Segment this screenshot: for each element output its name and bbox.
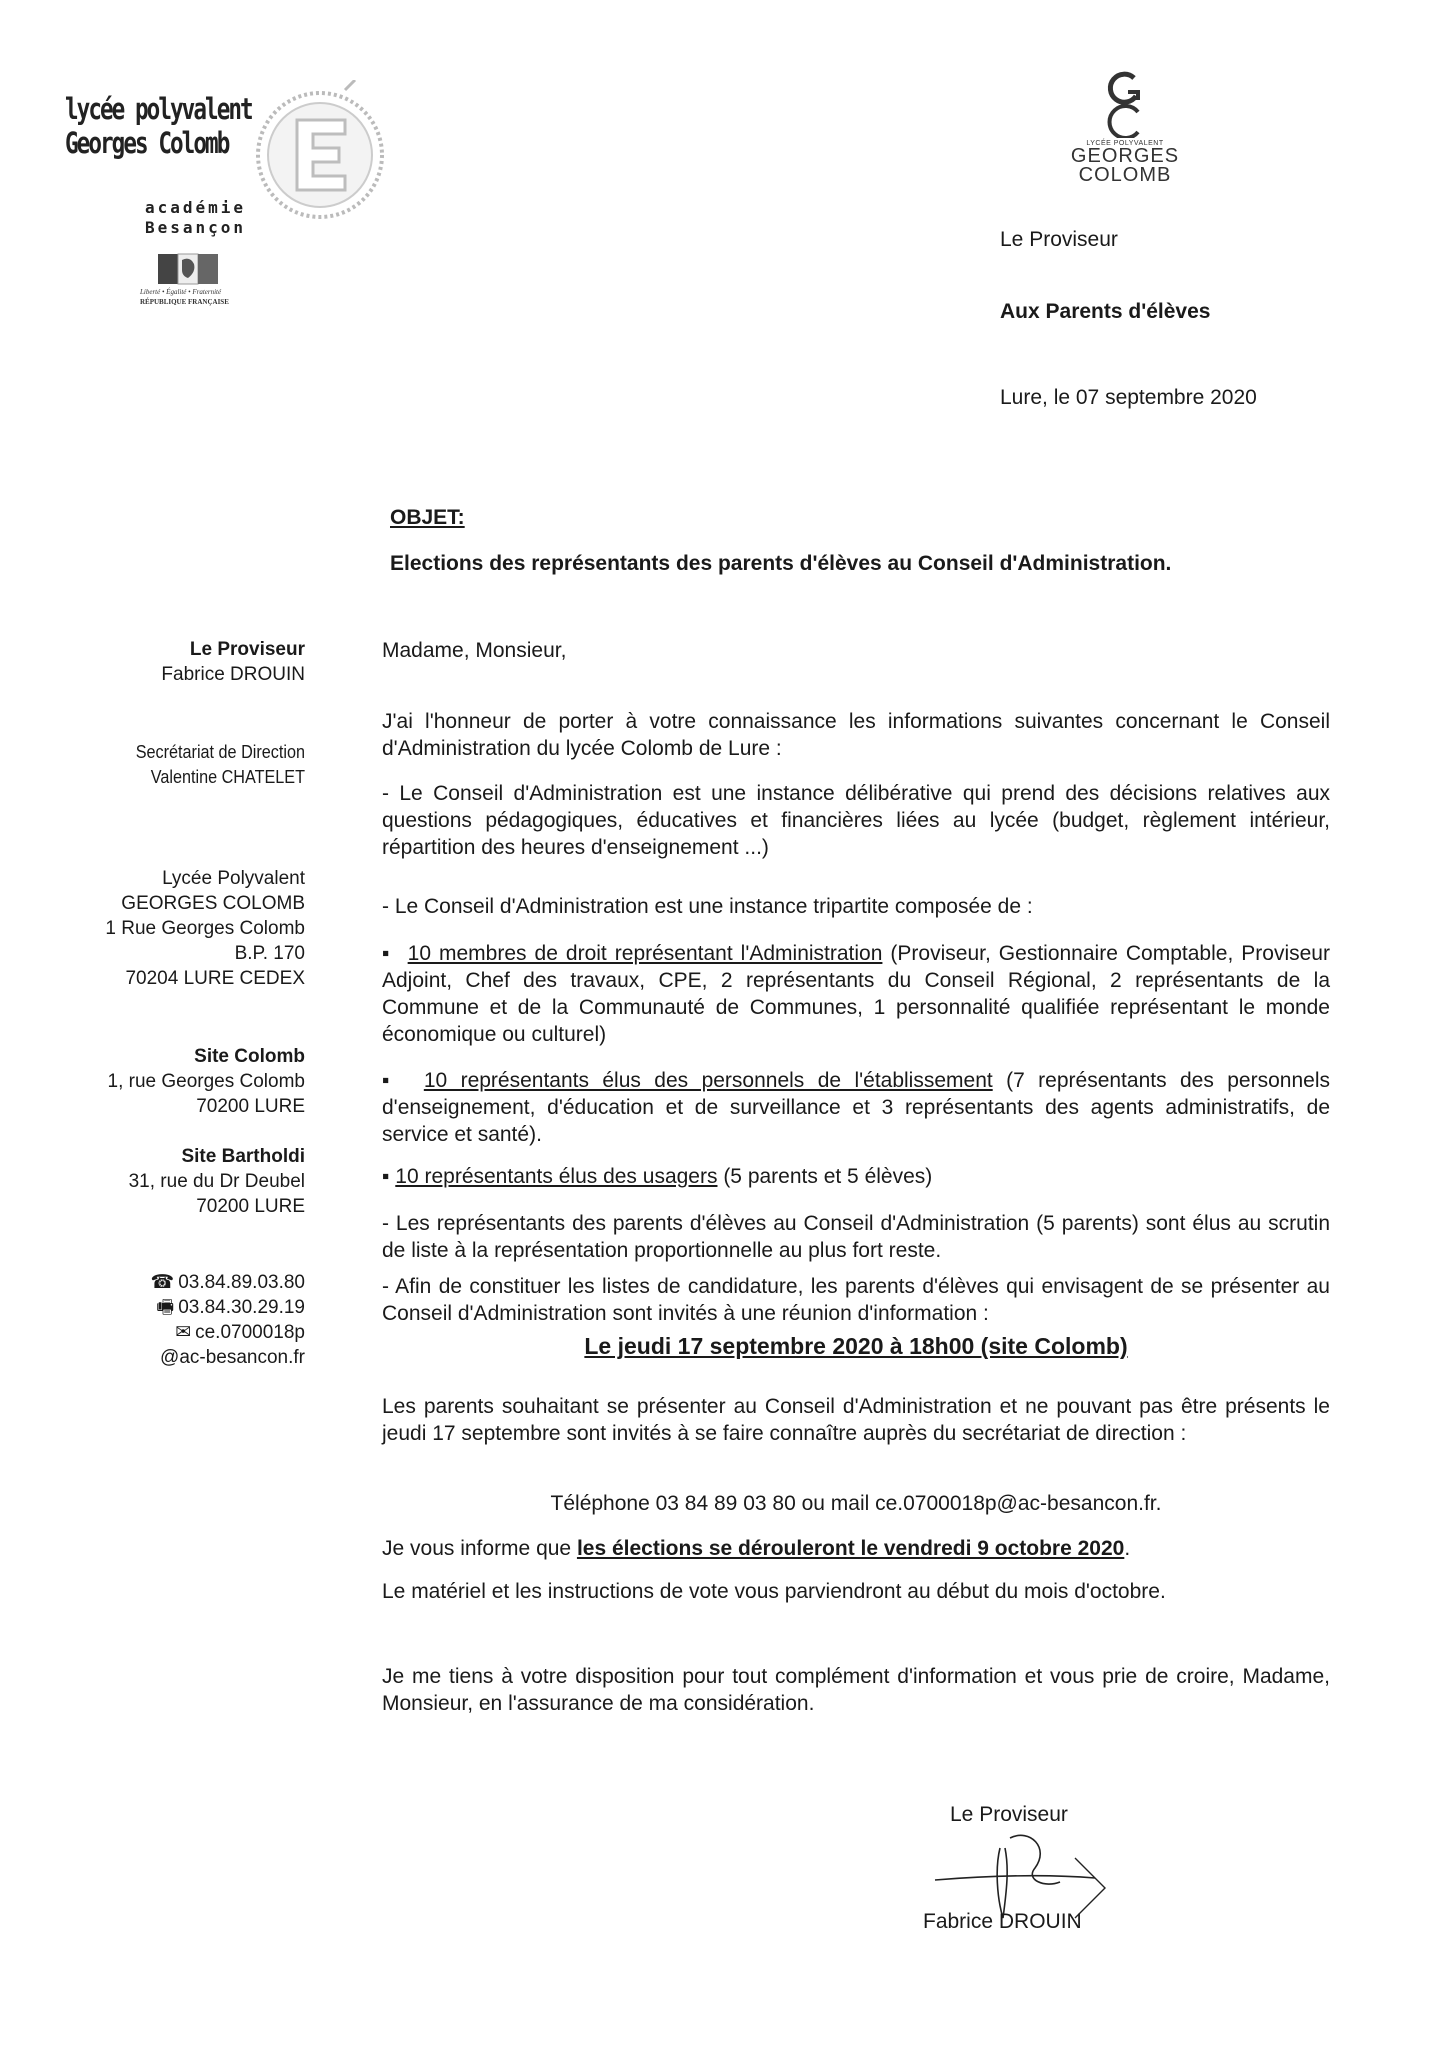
sidebar-fax-line xyxy=(60,1295,305,1320)
letter-date: Lure, le 07 septembre 2020 xyxy=(1000,386,1257,409)
lycee-name-logo-text xyxy=(65,92,252,160)
georges-colomb-logo xyxy=(1040,66,1210,206)
salutation: Madame, Monsieur, xyxy=(382,639,567,662)
sidebar-lycee-address xyxy=(60,866,305,991)
objet-text: Elections des représentants des parents d'élèves au Conseil d'Administration. xyxy=(390,552,1172,575)
closing-paragraph: Je me tiens à votre disposition pour tout complément d'information et vous prie de croire, Madame, Monsieur, en l'assurance de ma considération. xyxy=(382,1665,1330,1715)
logo-right-line2: COLOMB xyxy=(1078,164,1172,186)
education-e-logo-icon xyxy=(245,80,395,230)
sidebar-lycee-line5: 70204 LURE CEDEX xyxy=(125,968,305,989)
paragraph-deliberative: - Le Conseil d'Administration est une instance délibérative qui prend des décisions relatives aux questions pédagogiques, éducatives et financières liées au lycée (budget, règlement intérieur, répartition des heures d'enseignement ...) xyxy=(382,782,1330,859)
bullet3-underlined: 10 représentants élus des usagers xyxy=(395,1165,718,1188)
sidebar-lycee-line4: B.P. 170 xyxy=(234,943,305,964)
sidebar-site2-title: Site Bartholdi xyxy=(181,1146,305,1167)
bullet-administration xyxy=(382,940,1330,1048)
paragraph-tripartite: - Le Conseil d'Administration est une instance tripartite composée de : xyxy=(382,895,1033,918)
paragraph-scrutin: - Les représentants des parents d'élèves au Conseil d'Administration (5 parents) sont élus au scrutin de liste à la représentation proportionnelle au plus fort reste. xyxy=(382,1212,1330,1262)
objet-label: OBJET: xyxy=(390,506,465,529)
bullet1-rest: (Proviseur, Gestionnaire Comptable, Proviseur Adjoint, Chef des travaux, CPE, 2 représentants du Conseil Régional, 2 représentants de la Commune et de la Communauté de Communes, 1 personnalité qualifiée représentant le monde économique ou culturel) xyxy=(382,942,1330,1046)
fax-icon: 🖷 xyxy=(156,1297,175,1318)
sidebar-email-line2: @ac-besancon.fr xyxy=(160,1347,305,1368)
lycee-name-line2: Georges Colomb xyxy=(65,126,229,160)
sidebar-fax: 03.84.30.29.19 xyxy=(178,1297,305,1318)
republique-text: RÉPUBLIQUE FRANÇAISE xyxy=(140,298,229,306)
sidebar-site-colomb xyxy=(60,1044,305,1119)
elections-post: . xyxy=(1124,1537,1131,1560)
signature-title: Le Proviseur xyxy=(950,1803,1068,1826)
sidebar-secretariat-title: Secrétariat de Direction xyxy=(135,742,305,762)
sidebar-secretariat-name: Valentine CHATELET xyxy=(150,767,305,787)
republique-motto: Liberté • Égalité • Fraternité xyxy=(140,288,222,296)
logo-right-line1: GEORGES xyxy=(1070,145,1180,167)
sidebar-site2-line1: 31, rue du Dr Deubel xyxy=(128,1171,305,1192)
envelope-icon: ✉ xyxy=(175,1322,192,1343)
contact-line: Téléphone 03 84 89 03 80 ou mail ce.0700018p@ac-besancon.fr. xyxy=(550,1492,1162,1515)
bullet2-underlined: 10 représentants élus des personnels de l'établissement xyxy=(423,1069,993,1092)
signature-name: Fabrice DROUIN xyxy=(923,1910,1082,1933)
bullet1-underlined: 10 membres de droit représentant l'Administration xyxy=(407,942,883,965)
recipient: Aux Parents d'élèves xyxy=(1000,300,1211,323)
bullet-usagers xyxy=(382,1163,1330,1190)
sidebar-proviseur-name: Fabrice DROUIN xyxy=(161,664,305,685)
marianne-flag-icon xyxy=(138,250,248,308)
sidebar-proviseur xyxy=(60,637,305,687)
sidebar-phone-line xyxy=(60,1270,305,1295)
bullet2-rest: (7 représentants des personnels d'enseignement, d'éducation et de surveillance et 3 représentants des agents administratifs, de service et santé). xyxy=(382,1069,1330,1146)
bullet-marker: ▪ xyxy=(382,942,408,965)
academie-text xyxy=(145,198,246,238)
sidebar-site-bartholdi xyxy=(60,1144,305,1219)
elections-date-line xyxy=(382,1535,1330,1562)
sidebar-lycee-line3: 1 Rue Georges Colomb xyxy=(105,918,305,939)
sidebar-email-line1: ce.0700018p xyxy=(195,1322,305,1343)
sidebar-email-line xyxy=(60,1320,305,1345)
logo-right-small-text: LYCÉE POLYVALENT xyxy=(1086,140,1164,147)
material-line: Le matériel et les instructions de vote vous parviendront au début du mois d'octobre. xyxy=(382,1580,1166,1603)
sidebar-contact xyxy=(60,1270,305,1370)
bullet3-rest: (5 parents et 5 élèves) xyxy=(717,1165,933,1188)
gc-monogram-icon xyxy=(1098,66,1152,138)
sidebar-proviseur-title: Le Proviseur xyxy=(189,639,305,660)
sidebar-site1-line1: 1, rue Georges Colomb xyxy=(107,1071,305,1092)
sidebar-lycee-line2: GEORGES COLOMB xyxy=(121,893,305,914)
lycee-logo xyxy=(60,40,360,310)
sidebar-site1-line2: 70200 LURE xyxy=(196,1096,305,1117)
bullet-personnels xyxy=(382,1067,1330,1148)
telephone-icon: ☎ xyxy=(150,1272,175,1293)
sidebar-site2-line2: 70200 LURE xyxy=(196,1196,305,1217)
lycee-name-line1: lycée polyvalent xyxy=(65,92,252,126)
paragraph-reunion: - Afin de constituer les listes de candidature, les parents d'élèves qui envisagent de se présenter au Conseil d'Administration sont invités à une réunion d'information : xyxy=(382,1275,1330,1325)
academie-line2: Besançon xyxy=(145,218,247,237)
academie-line1: académie xyxy=(145,198,247,217)
intro-paragraph: J'ai l'honneur de porter à votre connaissance les informations suivantes concernant le Conseil d'Administration du lycée Colomb de Lure : xyxy=(382,710,1330,760)
sidebar-phone: 03.84.89.03.80 xyxy=(178,1272,305,1293)
sidebar-secretariat xyxy=(60,740,305,790)
bullet-marker: ▪ xyxy=(382,1165,396,1188)
elections-date-bold: les élections se dérouleront le vendredi 9 octobre 2020 xyxy=(576,1537,1125,1560)
sidebar-lycee-line1: Lycée Polyvalent xyxy=(162,868,305,889)
meeting-date-headline: Le jeudi 17 septembre 2020 à 18h00 (site Colomb) xyxy=(584,1333,1128,1359)
sender-title: Le Proviseur xyxy=(1000,228,1118,251)
elections-pre: Je vous informe que xyxy=(382,1537,577,1560)
bullet-marker: ▪ xyxy=(382,1069,424,1092)
paragraph-absent-parents: Les parents souhaitant se présenter au Conseil d'Administration et ne pouvant pas être présents le jeudi 17 septembre sont invités à se faire connaître auprès du secrétariat de direction : xyxy=(382,1395,1330,1445)
sidebar-site1-title: Site Colomb xyxy=(194,1046,305,1067)
